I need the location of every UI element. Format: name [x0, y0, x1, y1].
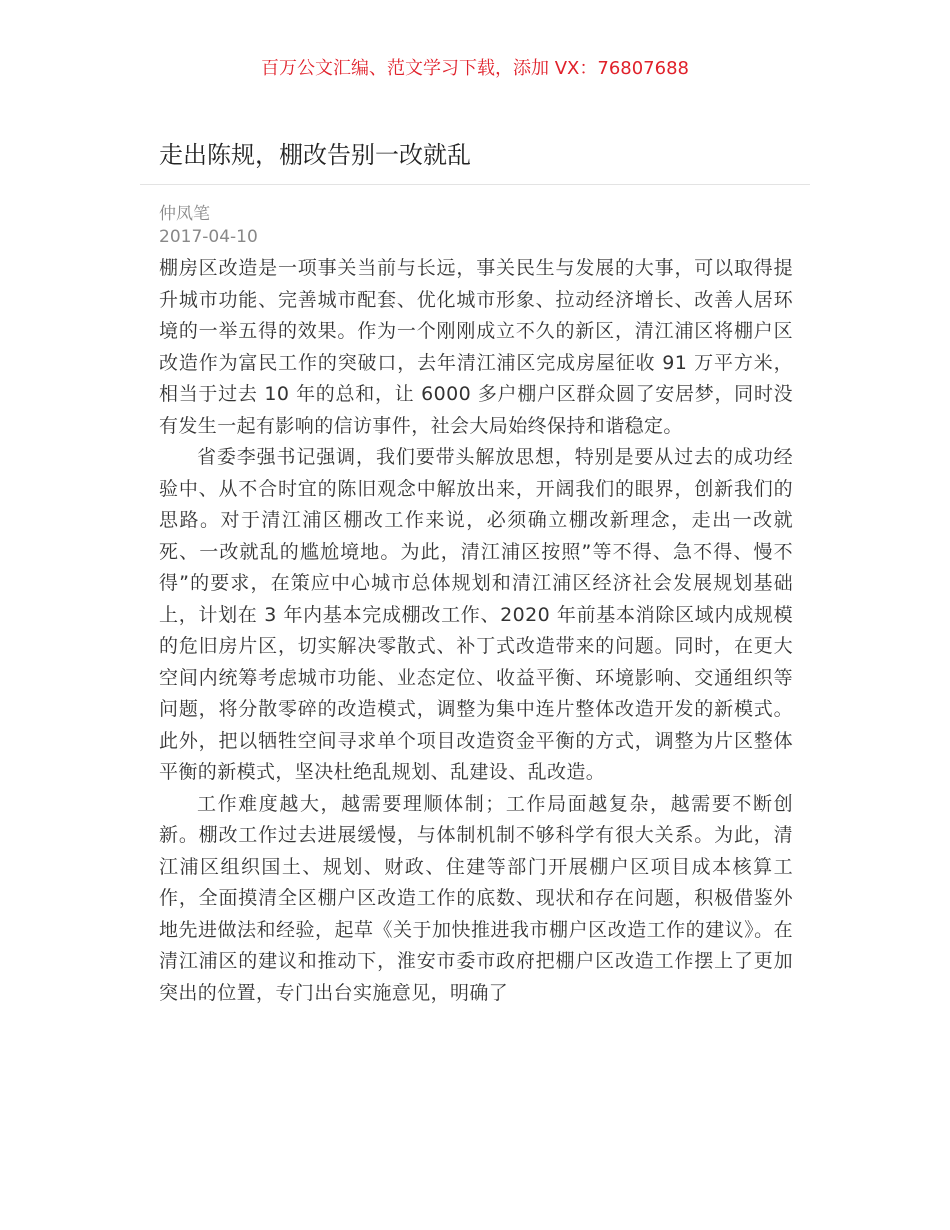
article-paragraph-1: 棚房区改造是一项事关当前与长远，事关民生与发展的大事，可以取得提升城市功能、完善城市配套、优化城市形象、拉动经济增长、改善人居环境的一举五得的效果。作为一个刚刚成立不久的新区，清江浦区将棚户区改造作为富民工作的突破口，去年清江浦区完成房屋征收 91 万平方米，相当于过去 10 年的总和，让 6000 多户棚户区群众圆了安居梦，同时没有发生一起有影响的信访事件，社会大局始终保持和谐稳定。	[159, 257, 793, 437]
watermark-banner: 百万公文汇编、范文学习下载，添加 VX：76807688	[261, 58, 689, 79]
article-body	[159, 253, 793, 1009]
article-title: 走出陈规，棚改告别一改就乱	[159, 141, 471, 169]
title-divider	[140, 184, 810, 185]
article-author: 仲凤笔	[159, 204, 210, 224]
article-paragraph-2: 省委李强书记强调，我们要带头解放思想，特别是要从过去的成功经验中、从不合时宜的陈旧观念中解放出来，开阔我们的眼界，创新我们的思路。对于清江浦区棚改工作来说，必须确立棚改新理念，走出一改就死、一改就乱的尴尬境地。为此，清江浦区按照”等不得、急不得、慢不得”的要求，在策应中心城市总体规划和清江浦区经济社会发展规划基础上，计划在 3 年内基本完成棚改工作、2020 年前基本消除区域内成规模的危旧房片区，切实解决零散式、补丁式改造带来的问题。同时，在更大空间内统筹考虑城市功能、业态定位、收益平衡、环境影响、交通组织等问题，将分散零碎的改造模式，调整为集中连片整体改造开发的新模式。此外，把以牺牲空间寻求单个项目改造资金平衡的方式，调整为片区整体平衡的新模式，坚决杜绝乱规划、乱建设、乱改造。	[159, 446, 793, 783]
article-date: 2017-04-10	[159, 227, 258, 247]
article-paragraph-3: 工作难度越大，越需要理顺体制；工作局面越复杂，越需要不断创新。棚改工作过去进展缓慢，与体制机制不够科学有很大关系。为此，清江浦区组织国土、规划、财政、住建等部门开展棚户区项目成本核算工作，全面摸清全区棚户区改造工作的底数、现状和存在问题，积极借鉴外地先进做法和经验，起草《关于加快推进我市棚户区改造工作的建议》。在清江浦区的建议和推动下，淮安市委市政府把棚户区改造工作摆上了更加突出的位置，专门出台实施意见，明确了	[159, 792, 793, 1004]
